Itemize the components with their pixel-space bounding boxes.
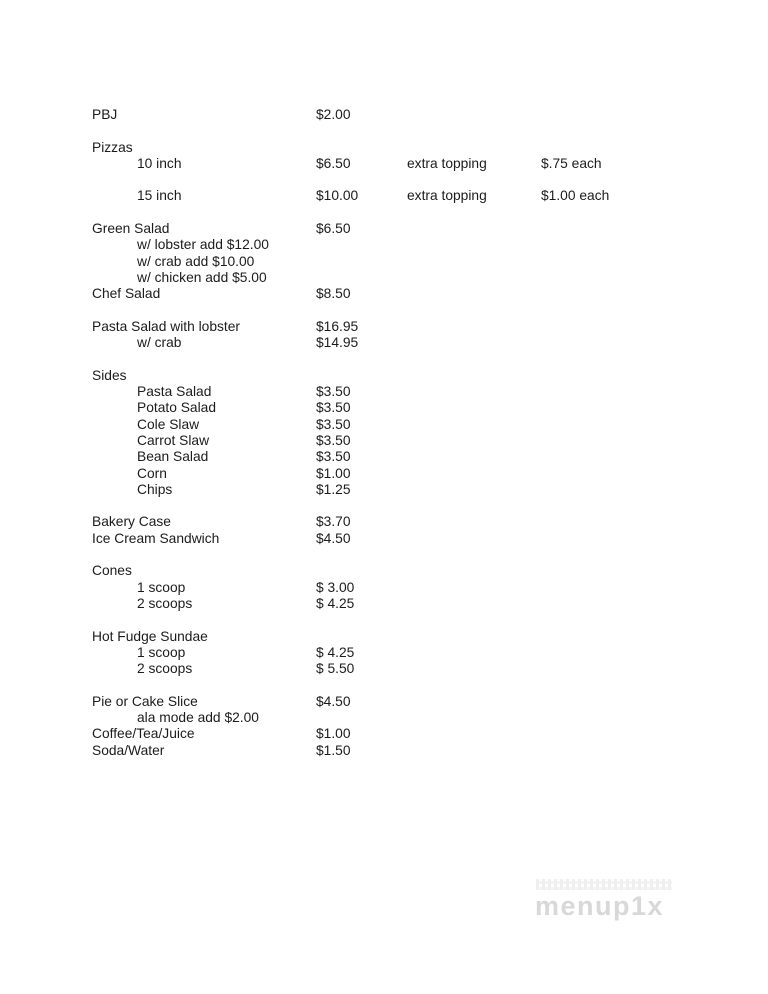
blank-line [92, 172, 740, 188]
item-name: Green Salad [92, 221, 170, 237]
menu-line [92, 140, 740, 156]
item-price: $ 3.00 [316, 579, 355, 595]
item-price: $3.70 [316, 514, 351, 530]
menu-line [92, 254, 740, 270]
item-name: Chips [137, 481, 173, 497]
item-price: $3.50 [316, 416, 351, 432]
item-name: Cole Slaw [137, 416, 200, 432]
menu-body [92, 107, 740, 759]
menu-line [92, 270, 740, 286]
menu-line [92, 286, 740, 302]
menu-line [92, 221, 740, 237]
item-name: Bakery Case [92, 514, 171, 530]
item-price: $4.50 [316, 693, 351, 709]
menu-line [92, 580, 740, 596]
item-price: $6.50 [316, 155, 351, 171]
item-name: Corn [137, 465, 167, 481]
item-name: Soda/Water [92, 742, 165, 758]
item-price: $16.95 [316, 318, 359, 334]
menu-line [92, 188, 740, 204]
item-name: 2 scoops [137, 661, 193, 677]
blank-line [92, 677, 740, 693]
item-name: Sides [92, 367, 127, 383]
menu-line [92, 400, 740, 416]
menu-line [92, 466, 740, 482]
item-name: w/ crab add $10.00 [137, 253, 255, 269]
item-name: 1 scoop [137, 579, 186, 595]
extra-topping-price: $1.00 each [541, 188, 610, 204]
blank-line [92, 351, 740, 367]
menu-line [92, 449, 740, 465]
menu-line [92, 694, 740, 710]
menu-line [92, 743, 740, 759]
item-price: $1.25 [316, 481, 351, 497]
blank-line [92, 123, 740, 139]
item-price: $6.50 [316, 221, 351, 237]
menu-line [92, 482, 740, 498]
menu-line [92, 629, 740, 645]
menu-line [92, 563, 740, 579]
item-name: Pasta Salad with lobster [92, 318, 241, 334]
item-name: Pasta Salad [137, 384, 212, 400]
extra-topping-label: extra topping [407, 155, 487, 171]
item-name: Pizzas [92, 139, 133, 155]
blank-line [92, 303, 740, 319]
menu-line [92, 596, 740, 612]
item-price: $ 5.50 [316, 661, 355, 677]
blank-line [92, 205, 740, 221]
item-price: $4.50 [316, 530, 351, 546]
item-name: w/ crab [137, 335, 182, 351]
item-name: Ice Cream Sandwich [92, 530, 220, 546]
item-name: Chef Salad [92, 286, 161, 302]
watermark-noise-strip [536, 879, 672, 890]
menu-line [92, 661, 740, 677]
item-name: Coffee/Tea/Juice [92, 726, 195, 742]
item-name: 15 inch [137, 188, 182, 204]
item-price: $ 4.25 [316, 644, 355, 660]
item-name: w/ chicken add $5.00 [137, 269, 267, 285]
item-name: ala mode add $2.00 [137, 709, 259, 725]
item-price: $3.50 [316, 432, 351, 448]
blank-line [92, 498, 740, 514]
menu-line [92, 156, 740, 172]
item-name: 10 inch [137, 155, 182, 171]
item-name: Bean Salad [137, 449, 209, 465]
item-name: Hot Fudge Sundae [92, 628, 208, 644]
menu-line [92, 645, 740, 661]
menu-line [92, 531, 740, 547]
item-name: 2 scoops [137, 595, 193, 611]
item-name: Potato Salad [137, 400, 217, 416]
item-name: 1 scoop [137, 644, 186, 660]
menu-line [92, 514, 740, 530]
menu-line [92, 319, 740, 335]
item-price: $3.50 [316, 449, 351, 465]
menu-line [92, 368, 740, 384]
item-price: $10.00 [316, 188, 359, 204]
menu-line [92, 335, 740, 351]
item-price: $1.50 [316, 742, 351, 758]
extra-topping-label: extra topping [407, 188, 487, 204]
item-name: PBJ [92, 107, 118, 122]
item-price: $3.50 [316, 400, 351, 416]
menu-line [92, 417, 740, 433]
item-price: $1.00 [316, 726, 351, 742]
menupix-watermark-logo: menup1x [535, 891, 665, 921]
item-name: Carrot Slaw [137, 432, 210, 448]
menu-line [92, 726, 740, 742]
item-name: w/ lobster add $12.00 [137, 237, 269, 253]
item-price: $3.50 [316, 384, 351, 400]
extra-topping-price: $.75 each [541, 155, 602, 171]
item-price: $14.95 [316, 335, 359, 351]
menu-line [92, 384, 740, 400]
item-price: $8.50 [316, 286, 351, 302]
blank-line [92, 547, 740, 563]
menu-line [92, 433, 740, 449]
menu-line [92, 237, 740, 253]
item-price: $ 4.25 [316, 595, 355, 611]
item-price: $2.00 [316, 107, 351, 122]
menu-line [92, 107, 740, 123]
item-name: Pie or Cake Slice [92, 693, 198, 709]
item-price: $1.00 [316, 465, 351, 481]
menu-line [92, 710, 740, 726]
blank-line [92, 612, 740, 628]
item-name: Cones [92, 563, 132, 579]
